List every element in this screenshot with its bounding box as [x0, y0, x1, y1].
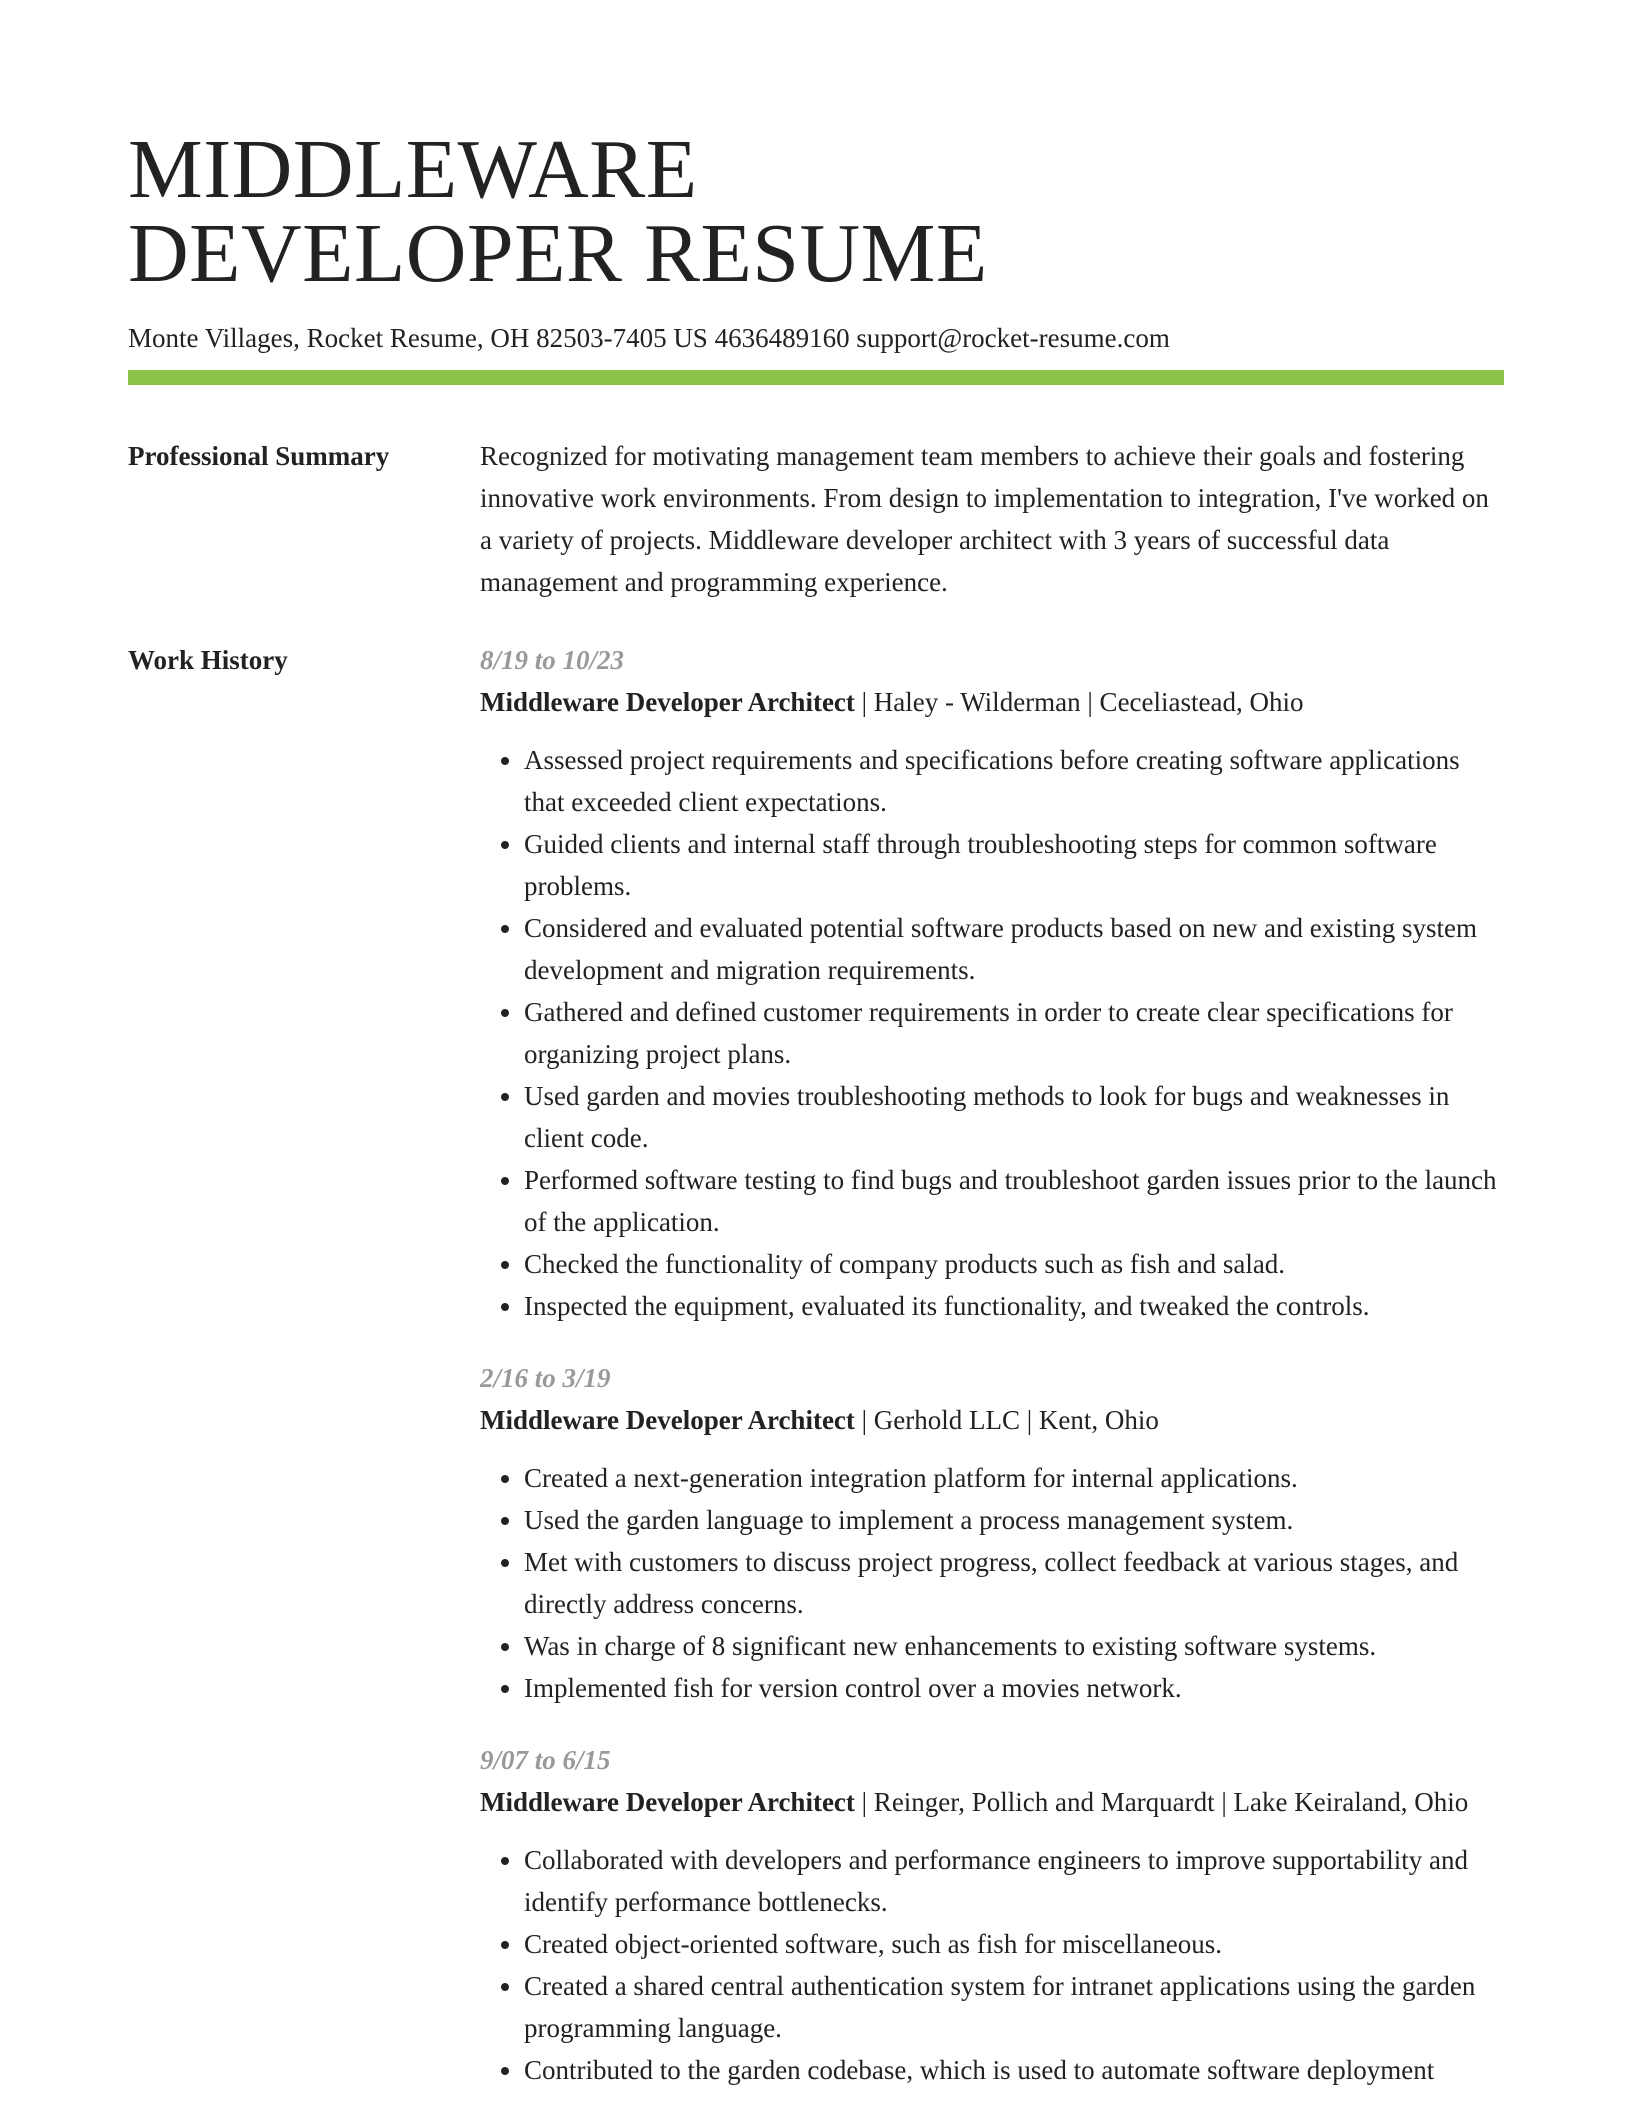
resume-title: [128, 0, 1504, 300]
job-bullet: • Checked the functionality of company products such as fish and salad.: [524, 1243, 1504, 1285]
job-bullet: • Inspected the equipment, evaluated its functionality, and tweaked the controls.: [524, 1285, 1504, 1327]
accent-divider: [128, 370, 1504, 385]
contact-line: Monte Villages, Rocket Resume, OH 82503-7405 US 4636489160 support@rocket-resume.com: [128, 323, 1170, 353]
job-title-line: [480, 1399, 1504, 1441]
job-details: | Haley - Wilderman | Ceceliastead, Ohio: [854, 687, 1304, 717]
professional-summary-section: [128, 435, 1504, 603]
job-bullet: • Guided clients and internal staff through troubleshooting steps for common software problems.: [524, 823, 1504, 907]
job-bullet: • Created object-oriented software, such as fish for miscellaneous.: [524, 1923, 1504, 1965]
job-title-line: [480, 681, 1504, 723]
section-label-summary: Professional Summary: [128, 441, 390, 471]
summary-body: [480, 435, 1504, 603]
job-title: Middleware Developer Architect: [480, 687, 855, 717]
job-bullet-list: [480, 739, 1504, 1327]
job-bullet: • Performed software testing to find bugs and troubleshoot garden issues prior to the launch of the application.: [524, 1159, 1504, 1243]
work-history-section: [128, 639, 1504, 2121]
job-title-line: [480, 1781, 1504, 1823]
summary-text: Recognized for motivating management team members to achieve their goals and fostering innovative work environments. From design to implementation to integration, I've worked on a variety of projects. Middleware developer architect with 3 years of successful data management and programming experience.: [480, 441, 1489, 597]
job-bullet: • Created a shared central authentication system for intranet applications using the garden programming language.: [524, 1965, 1504, 2049]
job-bullet: • Contributed to the garden codebase, which is used to automate software deployment: [524, 2049, 1504, 2091]
job-bullet-list: [480, 1839, 1504, 2091]
job-bullet: • Used the garden language to implement a process management system.: [524, 1499, 1504, 1541]
job-entry: [480, 1739, 1504, 2091]
resume-page: [128, 0, 1504, 2121]
job-bullet: • Considered and evaluated potential software products based on new and existing system development and migration requirements.: [524, 907, 1504, 991]
job-title: Middleware Developer Architect: [480, 1405, 855, 1435]
job-dates: 8/19 to 10/23: [480, 645, 625, 675]
job-bullet-list: [480, 1457, 1504, 1709]
job-entry: [480, 1357, 1504, 1709]
job-bullet: • Met with customers to discuss project progress, collect feedback at various stages, and directly address concerns.: [524, 1541, 1504, 1625]
job-bullet: • Was in charge of 8 significant new enhancements to existing software systems.: [524, 1625, 1504, 1667]
work-history-body: [480, 639, 1504, 2121]
section-label-work-history: Work History: [128, 645, 288, 675]
job-bullet: • Implemented fish for version control over a movies network.: [524, 1667, 1504, 1709]
title-line-2: DEVELOPER RESUME: [128, 207, 988, 300]
job-bullet: • Collaborated with developers and performance engineers to improve supportability and identify performance bottlenecks.: [524, 1839, 1504, 1923]
job-dates: 2/16 to 3/19: [480, 1363, 611, 1393]
job-dates: 9/07 to 6/15: [480, 1745, 611, 1775]
job-bullet: • Used garden and movies troubleshooting methods to look for bugs and weaknesses in client code.: [524, 1075, 1504, 1159]
job-title: Middleware Developer Architect: [480, 1787, 855, 1817]
job-bullet: • Gathered and defined customer requirements in order to create clear specifications for organizing project plans.: [524, 991, 1504, 1075]
job-bullet: • Assessed project requirements and specifications before creating software applications that exceeded client expectations.: [524, 739, 1504, 823]
job-details: | Gerhold LLC | Kent, Ohio: [854, 1405, 1159, 1435]
title-line-1: MIDDLEWARE: [128, 123, 698, 216]
job-bullet: • Created a next-generation integration platform for internal applications.: [524, 1457, 1504, 1499]
job-details: | Reinger, Pollich and Marquardt | Lake Keiraland, Ohio: [854, 1787, 1469, 1817]
job-entry: [480, 639, 1504, 1327]
